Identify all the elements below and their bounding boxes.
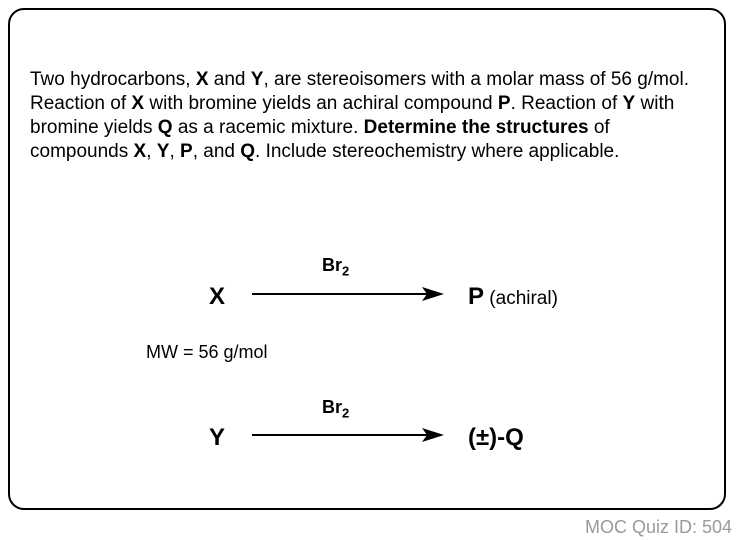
compound-x-label: X xyxy=(195,69,209,90)
compound-y-label: Y xyxy=(156,141,170,162)
reagent-br2: $Br_2$ xyxy=(322,255,350,279)
quiz-id: MOC Quiz ID: 504 xyxy=(584,517,732,537)
problem-text: Two hydrocarbons, X and Y, are stereoisomers with a molar mass of 56 g/mol. Reaction of X with bromine yields an achiral compound P. Reaction of Y with bromine yields Q as a racemic mixture. Determine the structures of compounds X, Y, P, and Q. Include stereochemistry where applicable. xyxy=(30,69,689,162)
compound-y-label: Y xyxy=(250,69,264,90)
reagent-br2: $Br_2$ xyxy=(322,397,350,421)
compound-p-label: P xyxy=(497,93,511,114)
achiral-note: (achiral) xyxy=(484,288,558,309)
product-q: (±)-Q xyxy=(468,424,524,451)
compound-x-label: X xyxy=(133,141,147,162)
compound-x-label: X xyxy=(131,93,145,114)
compound-p-label: P xyxy=(180,141,193,162)
product-p: P (achiral) xyxy=(468,283,558,310)
reactant-x: X xyxy=(209,283,226,310)
compound-y-label: Y xyxy=(622,93,636,114)
compound-q-label: Q xyxy=(157,117,173,138)
reactant-y: Y xyxy=(209,424,226,451)
compound-q-label: Q xyxy=(240,141,256,162)
reaction-arrow xyxy=(252,427,444,443)
molar-mass-label: MW = 56 g/mol xyxy=(146,342,268,362)
instruction-emphasis: Determine the structures xyxy=(363,117,589,138)
reaction-arrow xyxy=(252,286,444,302)
